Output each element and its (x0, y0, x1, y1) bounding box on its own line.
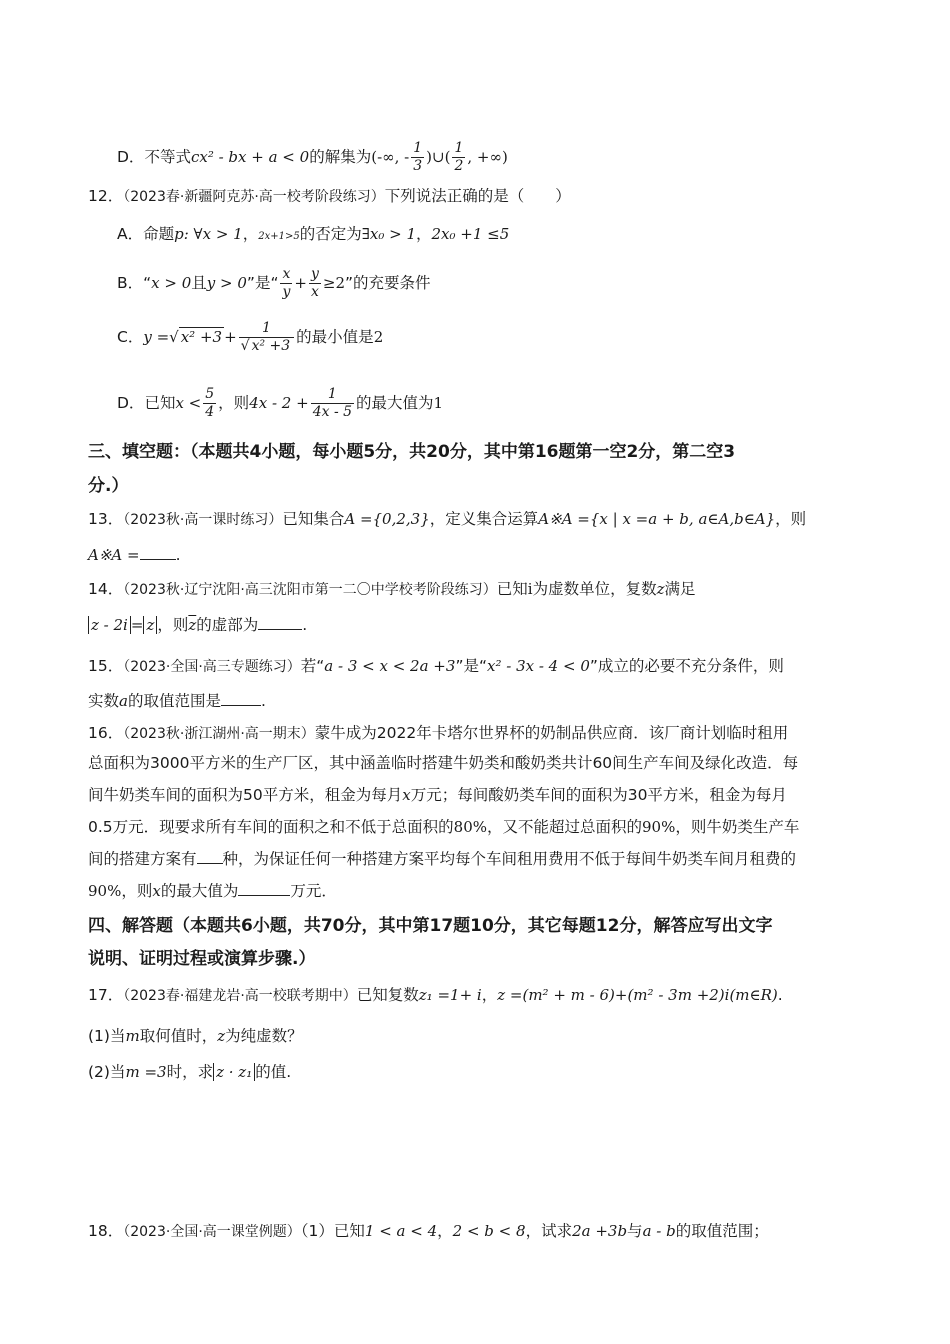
fraction: $\frac{1}{3}$ (413, 140, 423, 174)
q12-option-b: B．“x > 0且y > 0”是“ $\frac{x}{y}$ + $\frac{y}{x}$ ≥2”的充要条件 (117, 266, 431, 300)
section-3-heading: 三、填空题：（本题共4小题，每小题5分，共20分，其中第16题第一空2分，第二空3 (88, 442, 736, 462)
fraction: $\frac{1}{2}$ (454, 140, 464, 174)
fraction: $\frac{y}{x}$ (310, 266, 319, 300)
section-4-heading: 四、解答题（本题共6小题，共70分，其中第17题10分，其它每题12分，解答应写出文字 (88, 916, 773, 936)
q11-option-d: D．不等式cx² - bx + a < 0的解集为(-∞, - $\frac{1}{3}$ )∪( $\frac{1}{2}$ , +∞) (117, 140, 508, 174)
q13-stem: 13．（2023秋·高一课时练习）已知集合A ={0,2,3}，定义集合运算A※A ={x | x =a + b, a∈A,b∈A}，则 (88, 510, 807, 528)
q16-line-5: 间的搭建方案有 种，为保证任何一种搭建方案平均每个车间租用费用不低于每间牛奶类车间月租费的 (88, 850, 797, 868)
q12-option-d: D．已知x < $\frac{5}{4}$ ，则4x - 2 + $\frac{1}{4x - 5}$ 的最大值为1 (117, 386, 444, 420)
fraction: $\frac{1}{\text{√ x² +3}}$ (239, 320, 295, 355)
q13-answer-line: A※A = . (88, 546, 181, 564)
q16-line-1: 16．（2023秋·浙江湖州·高一期末）蒙牛成为2022年卡塔尔世界杯的奶制品供应商．该厂商计划临时租用 (88, 724, 789, 742)
q15-answer-line: 实数a的取值范围是 . (88, 692, 266, 710)
q14-answer-line: z - 2i = z ，则$\overline{z}$的虚部为 . (88, 613, 307, 637)
answer-blank[interactable] (258, 615, 302, 630)
answer-blank[interactable] (197, 849, 223, 864)
answer-blank[interactable] (221, 691, 261, 706)
section-4-heading-cont: 说明、证明过程或演算步骤.） (88, 949, 316, 969)
q16-line-4: 0.5万元．现要求所有车间的面积之和不低于总面积的80%，又不能超过总面积的90%，则牛奶类生产车 (88, 818, 800, 836)
q18-stem: 18．（2023·全国·高一课堂例题）（1）已知1 < a < 4，2 < b < 8，试求2a +3b与a - b的取值范围； (88, 1222, 769, 1240)
q12-stem: 12．（2023春·新疆阿克苏·高一校考阶段练习）下列说法正确的是（ ） (88, 187, 571, 205)
section-3-heading-cont: 分.） (88, 476, 129, 496)
q12-option-c: C．y =√ x² +3 + $\frac{1}{\text{√ x² +3}}$ 的最小值是2 (117, 320, 384, 354)
q16-line-2: 总面积为3000平方米的生产厂区，其中涵盖临时搭建牛奶类和酸奶类共计60间生产车间及绿化改造．每 (88, 754, 799, 772)
answer-blank[interactable] (238, 881, 290, 896)
q16-line-3: 间牛奶类车间的面积为50平方米，租金为每月x万元；每间酸奶类车间的面积为30平方米，租金为每月 (88, 786, 787, 804)
q12-option-a: A．命题p: ∀x > 1，2x+1>5的否定为∃x₀ > 1，2x₀ +1 ≤5 (117, 225, 510, 243)
q15-stem: 15．（2023·全国·高三专题练习）若“a - 3 < x < 2a +3”是“x² - 3x - 4 < 0”成立的必要不充分条件，则 (88, 657, 784, 675)
answer-blank[interactable] (140, 545, 176, 560)
fraction: $\frac{x}{y}$ (282, 266, 291, 300)
q16-line-6: 90%，则x的最大值为 万元． (88, 882, 337, 900)
fraction: $\frac{1}{4x - 5}$ (312, 386, 353, 420)
q17-part-1: (1)当m取何值时，z为纯虚数？ (88, 1027, 303, 1045)
q17-part-2: (2)当m =3时，求 z · z₁ 的值. (88, 1063, 292, 1081)
q14-stem: 14．（2023秋·辽宁沈阳·高三沈阳市第一二〇中学校考阶段练习）已知i为虚数单位，复数z满足 (88, 580, 696, 598)
fraction: $\frac{5}{4}$ (205, 386, 215, 420)
q17-stem: 17．（2023春·福建龙岩·高一校联考期中）已知复数z₁ =1+ i，z =(m² + m - 6)+(m² - 3m +2)i(m∈R). (88, 986, 783, 1004)
